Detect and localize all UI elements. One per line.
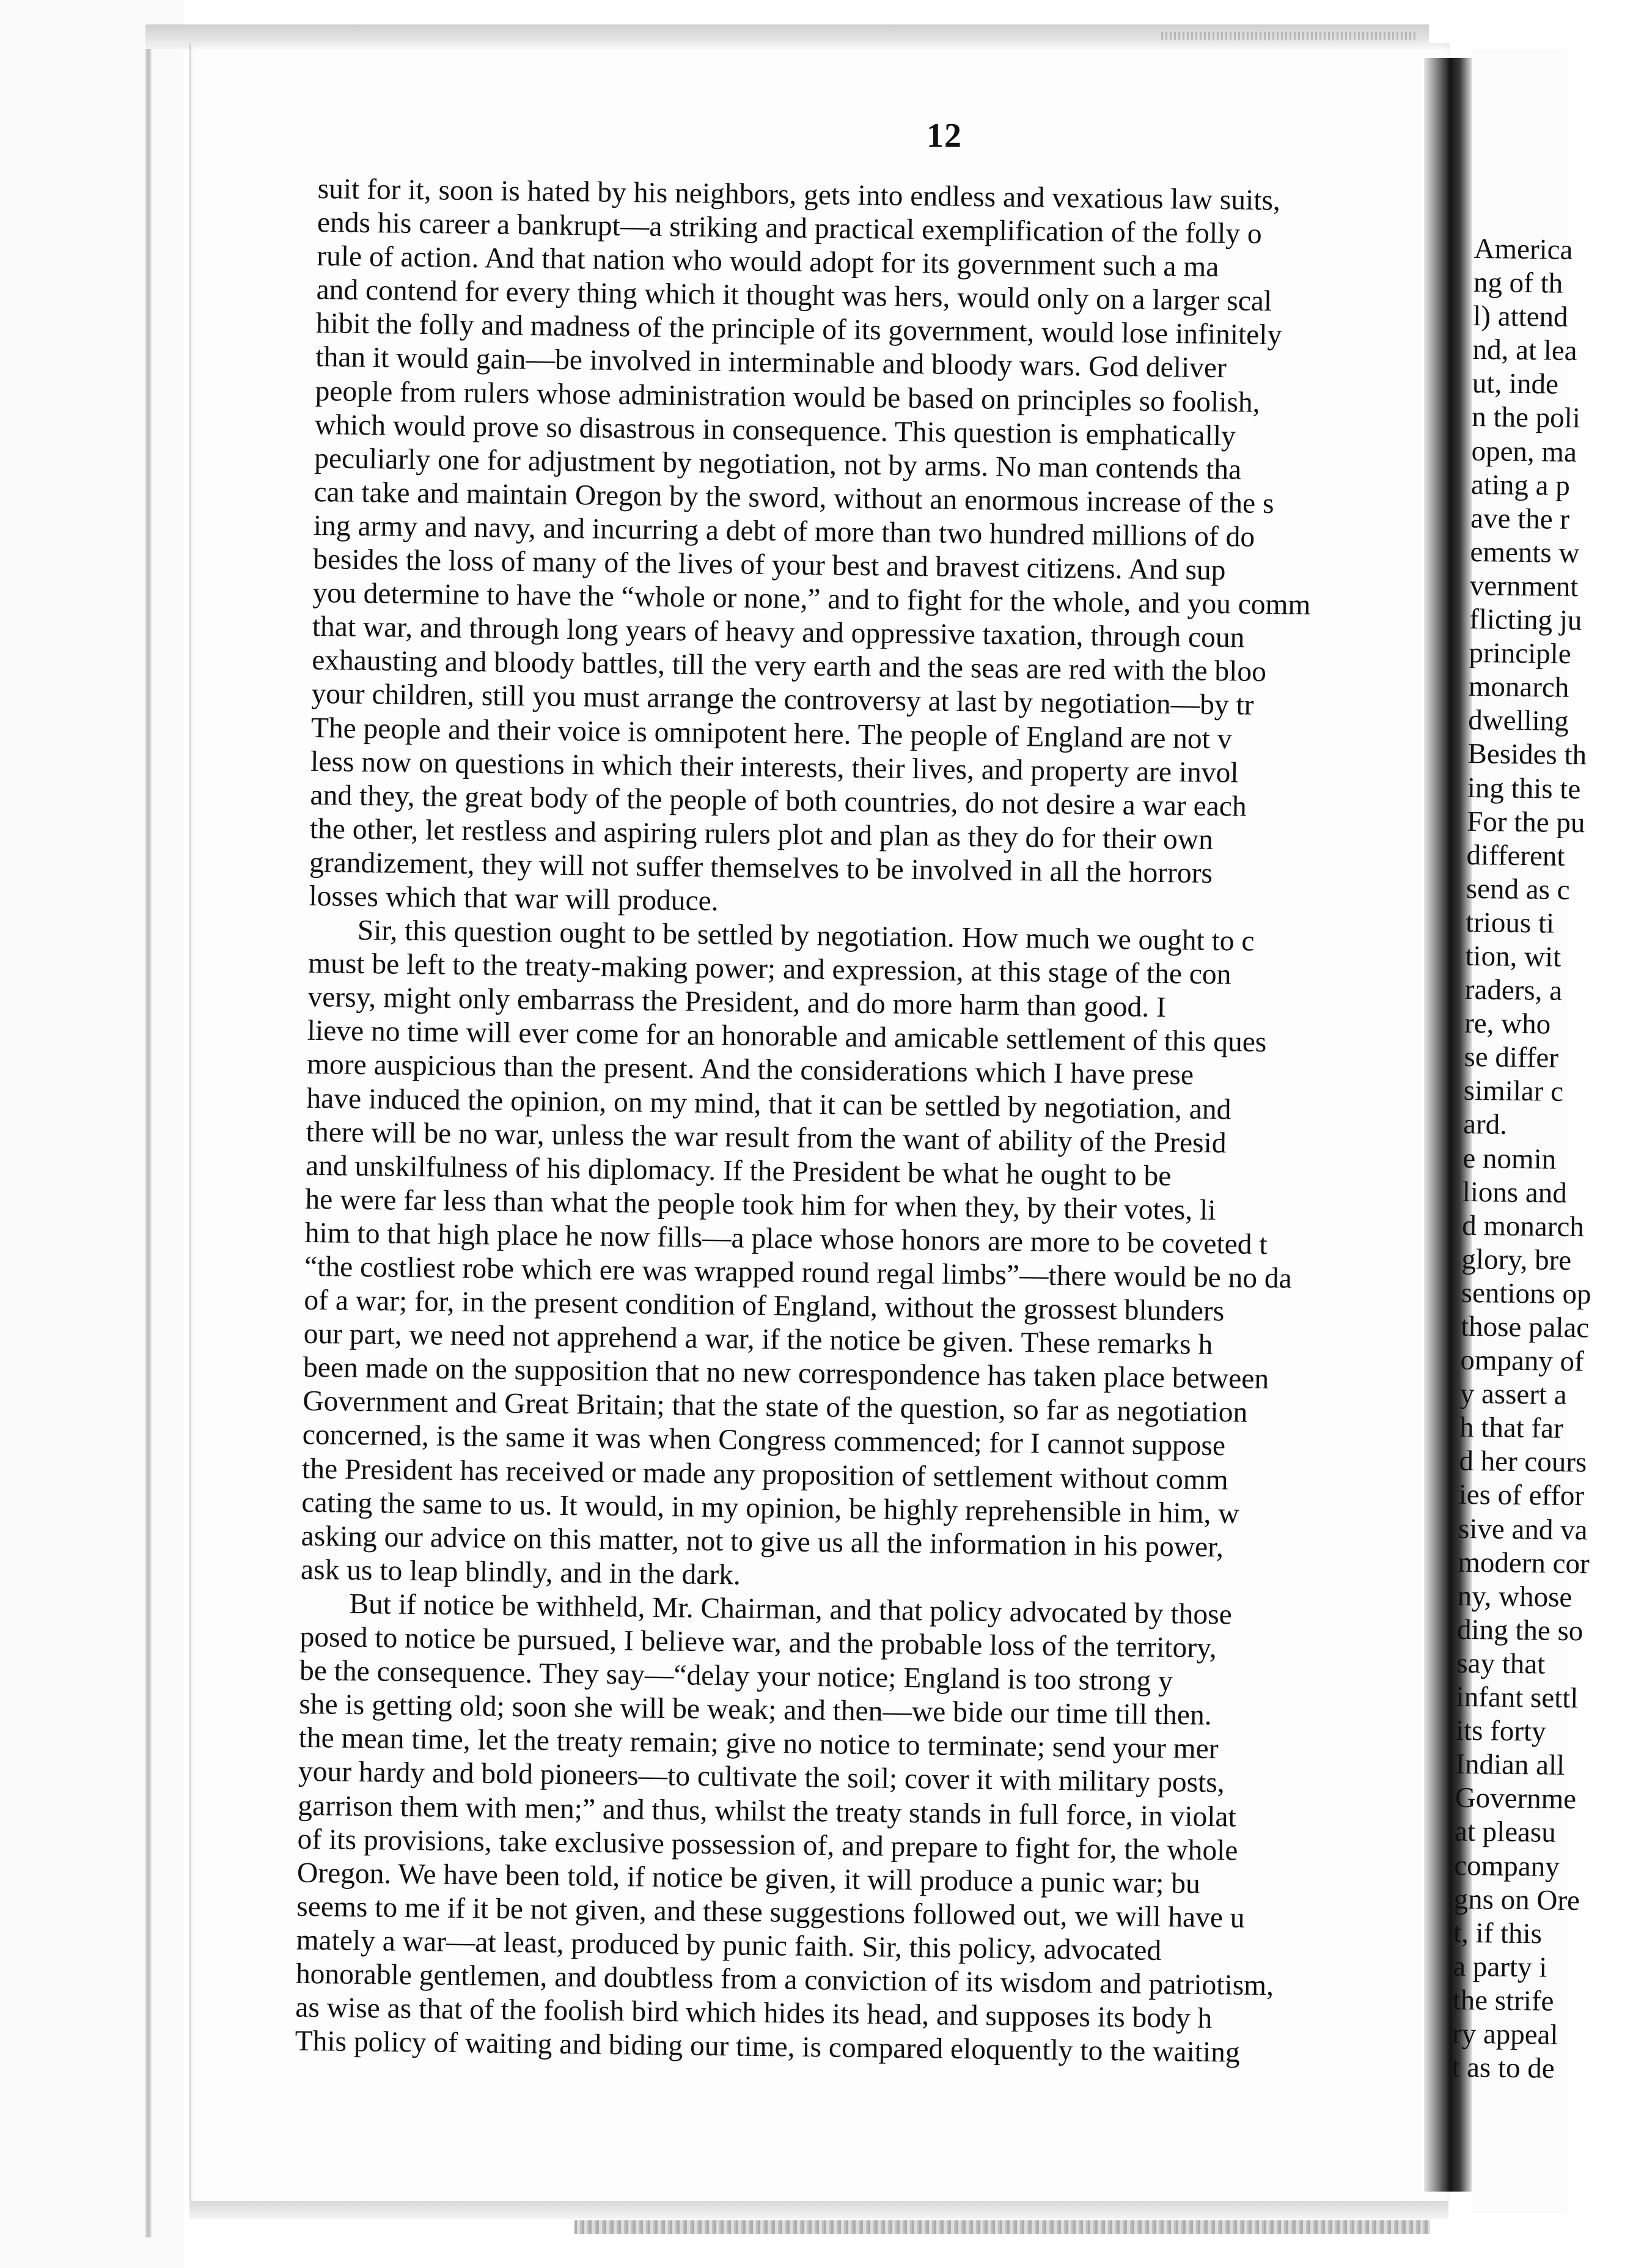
text-line: seems to me if it be not given, and these suggestions followed out, we will have u (296, 1890, 1245, 1934)
text-line: your children, still you must arrange the controversy at last by negotiation—by tr (311, 678, 1254, 722)
facing-text-line: ut, inde (1472, 367, 1559, 401)
text-line: can take and maintain Oregon by the sword, without an enormous increase of the s (314, 476, 1274, 520)
text-line: suit for it, soon is hated by his neighbors, gets into endless and vexatious law suits, (317, 172, 1281, 217)
text-line: been made on the supposition that no new correspondence has taken place between (303, 1352, 1269, 1396)
facing-text-line: sive and va (1458, 1512, 1588, 1546)
facing-text-line: lions and (1462, 1176, 1568, 1209)
facing-text-line: principle (1469, 637, 1571, 671)
text-line: cating the same to us. It would, in my opinion, be highly reprehensible in him, w (301, 1486, 1239, 1530)
text-line: This policy of waiting and biding our time, is compared eloquently to the waiting (295, 2025, 1240, 2069)
text-line: concerned, is the same it was when Congress commenced; for I cannot suppose (302, 1419, 1226, 1462)
text-line: there will be no war, unless the war result from the want of ability of the Presid (306, 1116, 1227, 1159)
text-line: and unskilfulness of his diplomacy. If the President be what he ought to be (305, 1149, 1172, 1192)
facing-text-line: ry appeal (1451, 2017, 1558, 2051)
facing-text-line: Indian all (1455, 1748, 1565, 1782)
page-edge-bottom (189, 2201, 1448, 2219)
text-line: which would prove so disastrous in consequence. This question is emphatically (314, 408, 1236, 452)
facing-text-line: For the pu (1466, 805, 1585, 839)
text-line: people from rulers whose administration would be based on principles so foolish, (315, 375, 1260, 419)
facing-text-line: different (1466, 839, 1565, 872)
text-line: of a war; for, in the present condition of England, without the grossest blunders (304, 1284, 1225, 1328)
facing-page-text (1451, 232, 1633, 2086)
scan-margin (0, 0, 183, 2268)
facing-text-line: say that (1456, 1647, 1546, 1681)
text-line: peculiarly one for adjustment by negotiation, not by arms. No man contends tha (314, 442, 1242, 486)
facing-text-line: raders, a (1464, 973, 1563, 1007)
text-line: versy, might only embarrass the President, and do more harm than good. I (307, 981, 1167, 1024)
facing-page (1451, 49, 1591, 2213)
facing-text-line: ompany of (1460, 1344, 1585, 1378)
text-line: the President has received or made any proposition of settlement without comm (301, 1452, 1228, 1496)
facing-text-line: ng of th (1473, 267, 1563, 300)
text-line: ends his career a bankrupt—a striking and practical exemplification of the folly o (317, 207, 1263, 250)
text-line: grandizement, they will not suffer themselves to be involved in all the horrors (309, 846, 1213, 889)
text-line: losses which that war will produce. (309, 880, 719, 918)
text-line: Oregon. We have been told, if notice be given, it will produce a punic war; bu (296, 1857, 1201, 1900)
facing-text-line: d monarch (1461, 1209, 1585, 1243)
facing-text-line: ing this te (1467, 771, 1581, 805)
text-line: ing army and navy, and incurring a debt of more than two hundred millions of do (313, 509, 1255, 553)
facing-text-line: trious ti (1465, 906, 1555, 940)
text-line: your hardy and bold pioneers—to cultivate the soil; cover it with military posts, (298, 1756, 1225, 1799)
facing-text-line: re, who (1464, 1007, 1551, 1040)
page-edge-left (145, 37, 152, 2237)
text-line: our part, we need not apprehend a war, if the notice be given. These remarks h (303, 1318, 1213, 1361)
facing-text-line: company (1454, 1849, 1560, 1883)
text-line: must be left to the treaty-making power; and expression, at this stage of the con (307, 948, 1231, 991)
scan-artifact-bottom (574, 2220, 1430, 2234)
facing-text-line: open, ma (1471, 435, 1577, 468)
text-line: less now on questions in which their interests, their lives, and property are invol (310, 745, 1239, 789)
facing-text-line: its forty (1455, 1714, 1546, 1748)
facing-text-line: glory, bre (1461, 1243, 1572, 1276)
text-line: “the costliest robe which ere was wrapped round regal limbs”—there would be no da (304, 1250, 1293, 1295)
text-line: than it would gain—be involved in interminable and bloody wars. God deliver (315, 341, 1227, 385)
text-line: the other, let restless and aspiring rulers plot and plan as they do for their own (309, 812, 1214, 856)
text-line: exhausting and bloody battles, till the very earth and the seas are red with the bloo (311, 644, 1267, 688)
facing-text-line: at pleasu (1454, 1816, 1557, 1849)
facing-text-line: send as c (1466, 872, 1570, 906)
text-line: you determine to have the “whole or none,” and to fight for the whole, and you comm (312, 577, 1311, 622)
facing-text-line: y assert a (1459, 1378, 1567, 1412)
facing-text-line: h that far (1459, 1412, 1564, 1445)
facing-text-line: Governme (1455, 1782, 1577, 1816)
facing-text-line: similar c (1463, 1075, 1564, 1108)
scan-artifact-top (1161, 32, 1418, 40)
text-line: that war, and through long years of heavy and oppressive taxation, through coun (312, 611, 1245, 654)
page-number: 12 (927, 117, 962, 155)
facing-text-line: sentions op (1461, 1276, 1591, 1311)
text-line: besides the loss of many of the lives of your best and bravest citizens. And sup (312, 543, 1226, 587)
facing-text-line: ies of effor (1458, 1479, 1585, 1512)
facing-text-line: tion, wit (1465, 940, 1561, 973)
text-line: she is getting old; soon she will be weak; and then—we bide our time till then. (299, 1688, 1212, 1732)
text-line: more auspicious than the present. And the considerations which I have prese (306, 1048, 1194, 1092)
facing-text-line: ements w (1470, 536, 1580, 569)
text-line: The people and their voice is omnipotent here. The people of England are not v (310, 712, 1232, 755)
facing-text-line: se differ (1464, 1041, 1559, 1075)
text-line: and they, the great body of the people of both countries, do not desire a war each (310, 779, 1247, 823)
text-line: rule of action. And that nation who would adopt for its government such a ma (317, 240, 1219, 284)
facing-text-line: ard. (1462, 1108, 1508, 1141)
facing-text-line: e nomin (1462, 1142, 1557, 1176)
text-line: he were far less than what the people took him for when they, by their votes, li (305, 1183, 1216, 1226)
text-line: have induced the opinion, on my mind, that it can be settled by negotiation, and (306, 1082, 1231, 1125)
text-line: honorable gentlemen, and doubtless from a conviction of its wisdom and patriotism, (295, 1957, 1274, 2002)
text-line: him to that high place he now fills—a place whose honors are more to be coveted t (304, 1217, 1268, 1261)
text-line: be the consequence. They say—“delay your notice; England is too strong y (299, 1654, 1173, 1698)
facing-text-line: nd, at lea (1472, 334, 1577, 367)
facing-text-line: ave the r (1470, 502, 1570, 536)
facing-text-line: America (1473, 232, 1573, 266)
body-text (295, 172, 1436, 2069)
facing-text-line: flicting ju (1469, 603, 1582, 637)
facing-text-line: the strife (1452, 1984, 1554, 2017)
text-line: Government and Great Britain; that the state of the question, so far as negotiation (303, 1385, 1248, 1429)
facing-text-line: those palac (1460, 1310, 1590, 1344)
text-line: Sir, this question ought to be settled by negotiation. How much we ought to c (357, 914, 1255, 957)
text-line: asking our advice on this matter, not to give us all the information in his power, (301, 1520, 1224, 1564)
facing-text-line: vernment (1469, 569, 1579, 603)
text-line: mately a war—at least, produced by punic faith. Sir, this policy, advocated (296, 1924, 1162, 1967)
text-line: and contend for every thing which it thought was hers, would only on a larger scal (316, 274, 1272, 318)
facing-text-line: ny, whose (1457, 1580, 1572, 1613)
text-line: ask us to leap blindly, and in the dark. (300, 1553, 741, 1591)
text-line: posed to notice be pursued, I believe war, and the probable loss of the territory, (299, 1621, 1217, 1665)
facing-text-line: ating a p (1470, 468, 1571, 502)
facing-text-line: a party i (1453, 1950, 1547, 1984)
text-line: lieve no time will ever come for an honorable and amicable settlement of this ques (307, 1015, 1267, 1059)
text-line: of its provisions, take exclusive possession of, and prepare to fight for, the whole (297, 1823, 1238, 1867)
facing-text-line: l) attend (1473, 300, 1568, 334)
facing-text-line: d her cours (1459, 1445, 1587, 1479)
text-line: hibit the folly and madness of the principle of its government, would lose infinitely (315, 307, 1282, 352)
text-line: as wise as that of the foolish bird which hides its head, and supposes its body h (295, 1991, 1213, 2035)
text-line: the mean time, let the treaty remain; give no notice to terminate; send your mer (298, 1722, 1219, 1765)
facing-text-line: gns on Ore (1453, 1883, 1580, 1916)
facing-text-line: dwelling (1467, 704, 1569, 738)
text-line: But if notice be withheld, Mr. Chairman, and that policy advocated by those (349, 1588, 1233, 1631)
facing-text-line: monarch (1468, 671, 1569, 704)
facing-text-line: t, if this (1453, 1916, 1543, 1950)
facing-text-line: modern cor (1458, 1546, 1590, 1580)
facing-text-line: t as to de (1451, 2051, 1555, 2085)
facing-text-line: n the poli (1471, 401, 1581, 435)
facing-text-line: infant settl (1456, 1681, 1579, 1715)
facing-text-line: Besides th (1467, 738, 1587, 771)
text-line: garrison them with men;” and thus, whilst the treaty stands in full force, in violat (298, 1789, 1237, 1833)
facing-text-line: ding the so (1456, 1613, 1583, 1648)
